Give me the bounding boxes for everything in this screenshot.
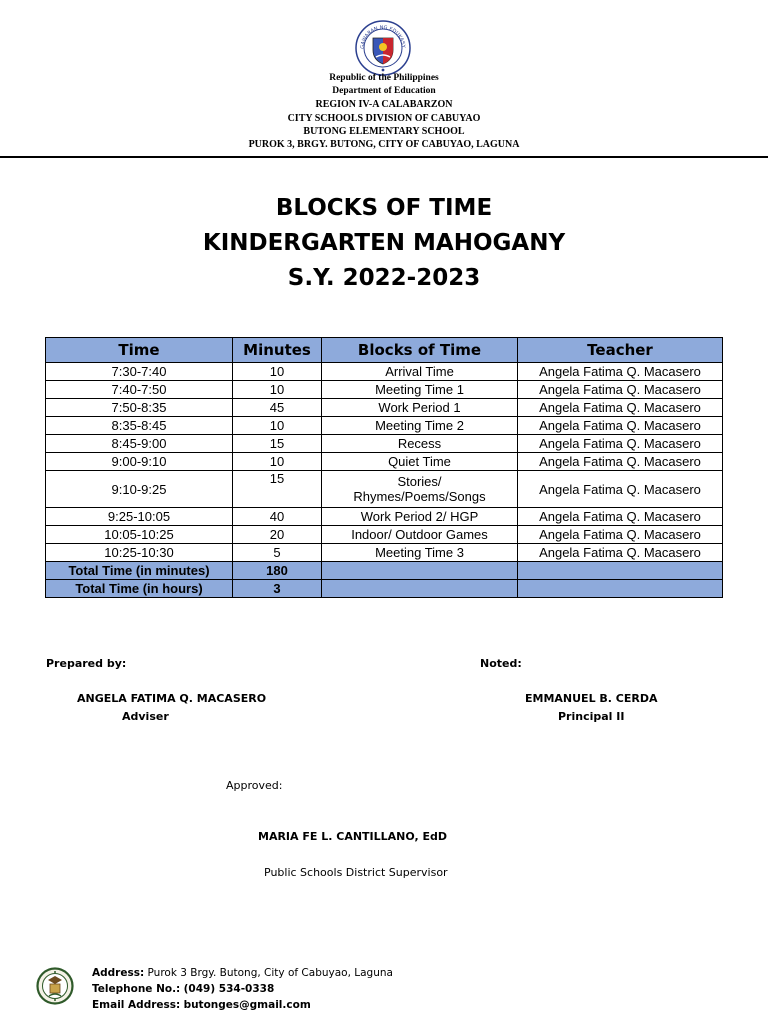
block-cell: Work Period 2/ HGP [322,508,518,526]
column-header-minutes: Minutes [233,338,322,363]
approved-name: MARIA FE L. CANTILLANO, EdD [258,830,448,843]
empty-cell [518,580,723,598]
teacher-cell: Angela Fatima Q. Macasero [518,526,723,544]
minutes-cell: 15 [233,435,322,453]
minutes-cell: 40 [233,508,322,526]
prepared-label: Prepared by: [46,657,127,670]
block-cell: Indoor/ Outdoor Games [322,526,518,544]
column-header-time: Time [46,338,233,363]
block-cell: Quiet Time [322,453,518,471]
total-label: Total Time (in hours) [46,580,233,598]
block-cell: Recess [322,435,518,453]
title-line-2: KINDERGARTEN MAHOGANY [202,230,566,256]
table-row [46,381,723,399]
minutes-cell: 15 [233,471,322,508]
title-line-1: BLOCKS OF TIME [275,195,493,221]
footer-phone [92,981,393,997]
block-line-2: Rhymes/Poems/Songs [353,489,486,504]
header-line-department: Department of Education [332,86,436,97]
table-row [46,508,723,526]
table-header-row [46,338,723,363]
minutes-cell: 10 [233,417,322,435]
table-row [46,471,723,508]
block-cell: Meeting Time 1 [322,381,518,399]
teacher-cell: Angela Fatima Q. Macasero [518,508,723,526]
email-value: butonges@gmail.com [183,999,311,1011]
total-hours-row [46,580,723,598]
header-line-address: PUROK 3, BRGY. BUTONG, CITY OF CABUYAO, LAGUNA [248,139,520,151]
empty-cell [518,562,723,580]
document-title [0,191,768,296]
footer-email [92,997,393,1013]
table-row [46,417,723,435]
time-cell: 8:45-9:00 [46,435,233,453]
approved-label: Approved: [226,779,283,792]
teacher-cell: Angela Fatima Q. Macasero [518,399,723,417]
school-header [0,72,768,151]
empty-cell [322,580,518,598]
time-cell: 9:00-9:10 [46,453,233,471]
block-cell: Meeting Time 3 [322,544,518,562]
table-row [46,399,723,417]
address-value: Purok 3 Brgy. Butong, City of Cabuyao, Laguna [147,967,393,979]
time-cell: 8:35-8:45 [46,417,233,435]
table-row [46,544,723,562]
minutes-cell: 10 [233,381,322,399]
block-line-1: Stories/ [397,474,442,489]
address-label: Address: [92,967,145,979]
teacher-cell: Angela Fatima Q. Macasero [518,544,723,562]
schedule-table [45,337,723,598]
teacher-cell: Angela Fatima Q. Macasero [518,363,723,381]
column-header-blocks: Blocks of Time [322,338,518,363]
total-value: 3 [233,580,322,598]
email-label: Email Address: [92,999,181,1011]
noted-name: EMMANUEL B. CERDA [525,692,658,705]
table-row [46,435,723,453]
block-cell [322,471,518,508]
total-minutes-row [46,562,723,580]
block-cell: Arrival Time [322,363,518,381]
column-header-teacher: Teacher [518,338,723,363]
header-line-school: BUTONG ELEMENTARY SCHOOL [303,125,465,137]
teacher-cell: Angela Fatima Q. Macasero [518,381,723,399]
header-line-division: CITY SCHOOLS DIVISION OF CABUYAO [287,112,481,124]
svg-text:KAGAWARAN NG EDUKASYON: GAWARAN NG EDUKASY [359,24,407,49]
minutes-cell: 45 [233,399,322,417]
minutes-cell: 5 [233,544,322,562]
teacher-cell: Angela Fatima Q. Macasero [518,471,723,508]
time-cell: 7:40-7:50 [46,381,233,399]
noted-title: Principal II [558,710,625,723]
time-cell: 10:05-10:25 [46,526,233,544]
phone-value: (049) 534-0338 [183,983,275,995]
table-row [46,526,723,544]
teacher-cell: Angela Fatima Q. Macasero [518,435,723,453]
minutes-cell: 10 [233,363,322,381]
time-cell: 9:10-9:25 [46,471,233,508]
title-line-3: S.Y. 2022-2023 [287,265,481,291]
teacher-cell: Angela Fatima Q. Macasero [518,417,723,435]
minutes-cell: 10 [233,453,322,471]
block-cell: Meeting Time 2 [322,417,518,435]
time-cell: 10:25-10:30 [46,544,233,562]
block-cell: Work Period 1 [322,399,518,417]
prepared-title: Adviser [122,710,169,723]
minutes-cell: 20 [233,526,322,544]
footer-address [92,965,393,981]
time-cell: 7:50-8:35 [46,399,233,417]
time-cell: 9:25-10:05 [46,508,233,526]
header-line-republic: Republic of the Philippines [329,73,439,83]
table-row [46,453,723,471]
total-value: 180 [233,562,322,580]
footer-contact [92,965,393,1013]
teacher-cell: Angela Fatima Q. Macasero [518,453,723,471]
noted-label: Noted: [480,657,522,670]
empty-cell [322,562,518,580]
table-row [46,363,723,381]
prepared-name: ANGELA FATIMA Q. MACASERO [77,692,267,705]
header-divider [0,156,768,158]
total-label: Total Time (in minutes) [46,562,233,580]
header-line-region: REGION IV-A CALABARZON [315,99,453,111]
time-cell: 7:30-7:40 [46,363,233,381]
school-logo-icon [36,966,74,1006]
approved-title: Public Schools District Supervisor [264,866,448,879]
phone-label: Telephone No.: [92,983,181,995]
deped-seal-icon [355,20,411,76]
